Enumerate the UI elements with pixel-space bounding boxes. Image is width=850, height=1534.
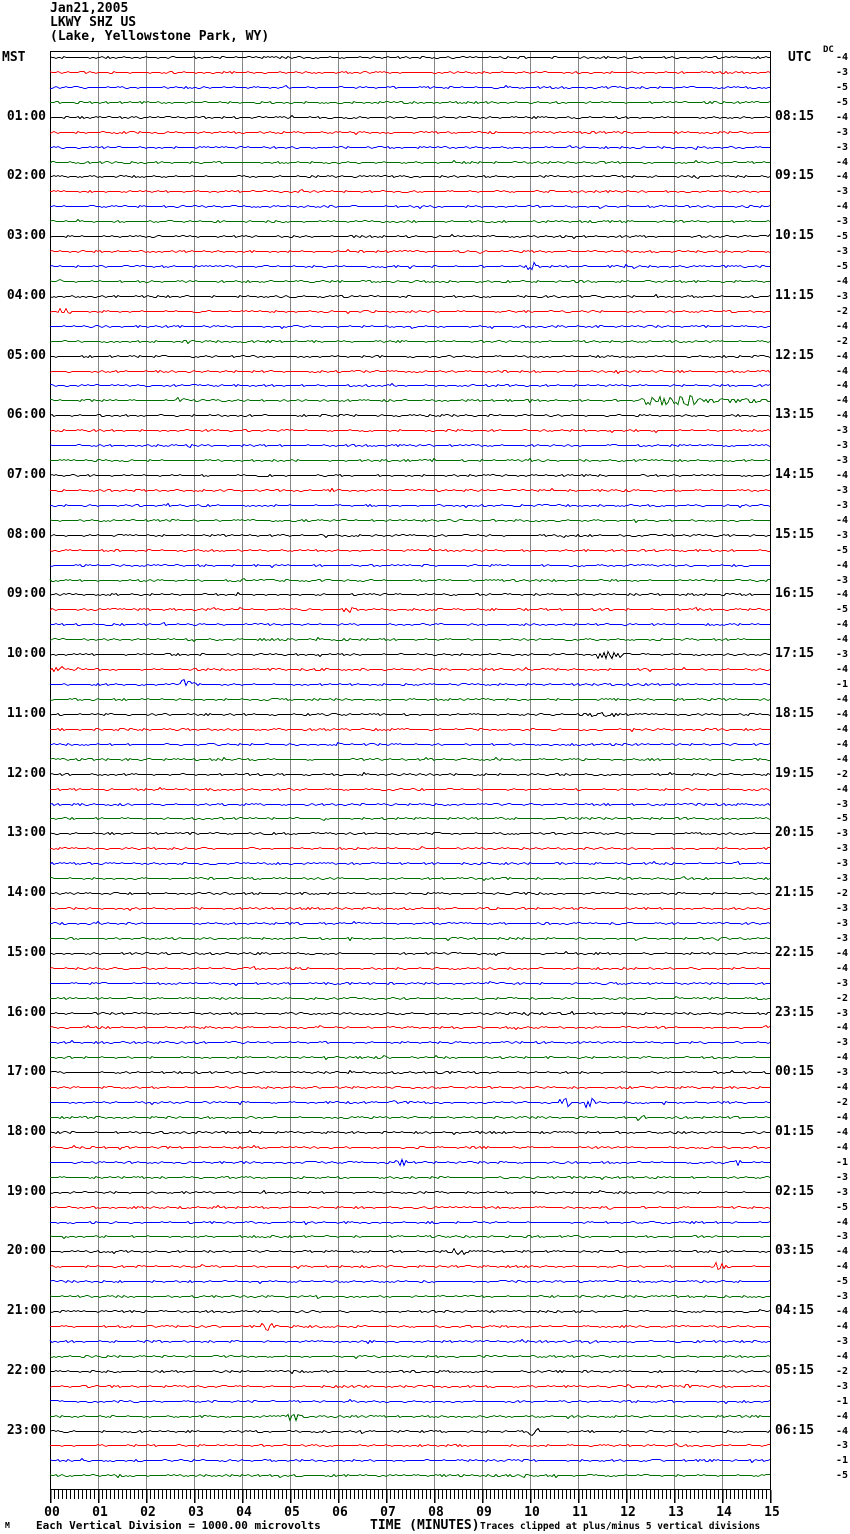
mst-hour-label: 09:00	[6, 586, 46, 601]
dc-value: -4	[835, 739, 848, 750]
dc-value: -2	[835, 769, 848, 780]
mst-hour-label: 03:00	[6, 228, 46, 243]
dc-value: -4	[835, 157, 848, 168]
seismic-trace-row-82	[50, 1281, 770, 1284]
seismic-trace-row-79	[50, 1236, 770, 1239]
seismic-trace-row-16	[50, 295, 770, 298]
clip-note: Traces clipped at plus/minus 5 vertical divisions	[480, 1521, 761, 1532]
utc-hour-label: 08:15	[775, 109, 815, 124]
dc-value: -4	[835, 1411, 848, 1422]
utc-hour-label: 19:15	[775, 766, 815, 781]
dc-value: -3	[835, 455, 848, 466]
dc-value: -4	[835, 1246, 848, 1257]
dc-value: -3	[835, 978, 848, 989]
dc-value: -3	[835, 843, 848, 854]
seismic-trace-row-41	[50, 667, 770, 672]
dc-value: -4	[835, 1142, 848, 1153]
seismic-trace-row-6	[50, 146, 770, 150]
dc-value: -3	[835, 1231, 848, 1242]
dc-value: -4	[835, 52, 848, 63]
seismic-trace-row-65	[50, 1026, 770, 1030]
dc-value: -4	[835, 201, 848, 212]
dc-value: -3	[835, 858, 848, 869]
mst-hour-label: 14:00	[6, 885, 46, 900]
seismic-trace-row-1	[50, 72, 770, 74]
utc-hour-label: 00:15	[775, 1064, 815, 1079]
dc-value: -3	[835, 127, 848, 138]
dc-value: -2	[835, 1366, 848, 1377]
mst-hour-label: 21:00	[6, 1303, 46, 1318]
x-tick-label: 06	[332, 1505, 348, 1520]
dc-value: -5	[835, 1470, 848, 1481]
dc-value: -4	[835, 634, 848, 645]
seismic-trace-row-2	[50, 86, 770, 89]
x-tick-label: 04	[236, 1505, 252, 1520]
title-station-code: LKWY SHZ US	[50, 15, 137, 30]
utc-hour-label: 03:15	[775, 1243, 815, 1258]
dc-value: -4	[835, 380, 848, 391]
mst-hour-label: 13:00	[6, 825, 46, 840]
mst-hour-label: 19:00	[6, 1184, 46, 1199]
dc-value: -3	[835, 575, 848, 586]
mst-hour-label: 01:00	[6, 109, 46, 124]
seismic-trace-row-76	[50, 1191, 770, 1194]
dc-value: -3	[835, 918, 848, 929]
seismic-trace-row-13	[50, 250, 770, 254]
utc-hour-label: 05:15	[775, 1363, 815, 1378]
mst-hour-label: 02:00	[6, 168, 46, 183]
x-tick-label: 13	[668, 1505, 684, 1520]
seismic-trace-row-69	[50, 1087, 770, 1089]
dc-value: -4	[835, 410, 848, 421]
seismic-trace-row-28	[50, 475, 770, 477]
dc-value: -3	[835, 799, 848, 810]
seismic-trace-row-52	[50, 833, 770, 835]
seismic-trace-row-61	[50, 967, 770, 970]
dc-value: -3	[835, 425, 848, 436]
seismic-trace-row-14	[50, 263, 770, 270]
seismic-trace-row-17	[50, 309, 770, 314]
mst-hour-label: 07:00	[6, 467, 46, 482]
dc-value: -3	[835, 530, 848, 541]
seismic-trace-row-36	[50, 593, 770, 596]
dc-value: -5	[835, 97, 848, 108]
seismic-trace-row-29	[50, 489, 770, 492]
utc-hour-label: 14:15	[775, 467, 815, 482]
dc-value: -4	[835, 515, 848, 526]
x-tick-label: 05	[284, 1505, 300, 1520]
dc-value: -3	[835, 246, 848, 257]
dc-value: -5	[835, 231, 848, 242]
dc-value: -4	[835, 1022, 848, 1033]
dc-value: -1	[835, 679, 848, 690]
seismic-trace-row-89	[50, 1385, 770, 1388]
utc-hour-label: 02:15	[775, 1184, 815, 1199]
dc-value: -5	[835, 261, 848, 272]
seismic-trace-row-44	[50, 713, 770, 717]
scale-note: Each Vertical Division = 1000.00 microvolts	[36, 1519, 321, 1532]
dc-value: -4	[835, 724, 848, 735]
seismic-trace-row-53	[50, 847, 770, 850]
seismic-trace-row-27	[50, 459, 770, 462]
x-tick-label: 09	[476, 1505, 492, 1520]
dc-value: -3	[835, 1008, 848, 1019]
dc-value: -2	[835, 1097, 848, 1108]
seismic-trace-row-35	[50, 579, 770, 582]
seismic-trace-row-25	[50, 430, 770, 433]
plot-border	[51, 52, 771, 1490]
utc-hour-label: 12:15	[775, 348, 815, 363]
seismic-trace-row-63	[50, 997, 770, 1000]
seismic-trace-row-64	[50, 1012, 770, 1016]
dc-value: -4	[835, 1351, 848, 1362]
seismic-trace-row-31	[50, 520, 770, 523]
seismic-trace-row-11	[50, 220, 770, 223]
dc-value: -5	[835, 1202, 848, 1213]
dc-value: -3	[835, 142, 848, 153]
mst-hour-label: 17:00	[6, 1064, 46, 1079]
x-tick-label: 14	[716, 1505, 732, 1520]
seismic-trace-row-72	[50, 1131, 770, 1135]
seismic-trace-row-21	[50, 371, 770, 374]
seismic-trace-row-49	[50, 788, 770, 791]
seismic-trace-row-92	[50, 1429, 770, 1436]
seismic-trace-row-33	[50, 549, 770, 552]
seismic-trace-row-84	[50, 1310, 770, 1313]
utc-hour-label: 22:15	[775, 945, 815, 960]
seismic-trace-row-23	[50, 396, 770, 406]
dc-value: -3	[835, 1172, 848, 1183]
dc-value: -4	[835, 395, 848, 406]
utc-hour-label: 10:15	[775, 228, 815, 243]
mst-hour-label: 16:00	[6, 1005, 46, 1020]
seismic-trace-row-34	[50, 565, 770, 568]
dc-value: -3	[835, 291, 848, 302]
seismic-trace-row-15	[50, 280, 770, 283]
dc-value: -3	[835, 828, 848, 839]
seismic-trace-row-5	[50, 132, 770, 135]
mst-hour-label: 12:00	[6, 766, 46, 781]
dc-value: -2	[835, 306, 848, 317]
dc-value: -1	[835, 1157, 848, 1168]
x-tick-label: 02	[140, 1505, 156, 1520]
dc-value: -5	[835, 1276, 848, 1287]
seismic-trace-row-59	[50, 938, 770, 941]
seismic-trace-row-55	[50, 877, 770, 881]
seismic-trace-row-39	[50, 638, 770, 642]
utc-hour-label: 17:15	[775, 646, 815, 661]
utc-hour-label: 13:15	[775, 407, 815, 422]
dc-value: -4	[835, 963, 848, 974]
seismic-trace-row-86	[50, 1340, 770, 1344]
x-tick-label: 03	[188, 1505, 204, 1520]
dc-value: -4	[835, 470, 848, 481]
dc-value: -4	[835, 1217, 848, 1228]
seismic-trace-row-74	[50, 1160, 770, 1166]
utc-hour-label: 11:15	[775, 288, 815, 303]
seismic-trace-row-73	[50, 1146, 770, 1150]
x-tick-label: 10	[524, 1505, 540, 1520]
dc-value: -5	[835, 813, 848, 824]
seismic-trace-row-93	[50, 1444, 770, 1447]
seismic-trace-row-9	[50, 190, 770, 193]
dc-value: -4	[835, 1306, 848, 1317]
utc-hour-label: 01:15	[775, 1124, 815, 1139]
dc-value: -3	[835, 67, 848, 78]
utc-hour-label: 09:15	[775, 168, 815, 183]
utc-hour-label: 23:15	[775, 1005, 815, 1020]
utc-hour-label: 21:15	[775, 885, 815, 900]
dc-value: -3	[835, 500, 848, 511]
dc-value: -4	[835, 948, 848, 959]
dc-value: -4	[835, 1052, 848, 1063]
seismic-trace-row-24	[50, 415, 770, 417]
dc-value: -3	[835, 649, 848, 660]
dc-value: -2	[835, 888, 848, 899]
seismic-trace-row-10	[50, 206, 770, 209]
dc-value: -3	[835, 440, 848, 451]
dc-value: -1	[835, 1396, 848, 1407]
x-tick-label: 12	[620, 1505, 636, 1520]
seismic-trace-row-95	[50, 1475, 770, 1478]
seismic-trace-row-12	[50, 235, 770, 239]
seismic-trace-row-90	[50, 1400, 770, 1404]
dc-value: -4	[835, 1112, 848, 1123]
x-tick-label: 07	[380, 1505, 396, 1520]
dc-value: -3	[835, 186, 848, 197]
seismic-trace-row-71	[50, 1116, 770, 1121]
seismic-trace-row-30	[50, 504, 770, 508]
utc-hour-label: 18:15	[775, 706, 815, 721]
dc-value: -4	[835, 1127, 848, 1138]
mst-hour-label: 23:00	[6, 1423, 46, 1438]
seismic-trace-row-83	[50, 1296, 770, 1299]
seismic-trace-row-32	[50, 535, 770, 538]
seismic-trace-row-40	[50, 652, 770, 659]
seismic-trace-row-7	[50, 161, 770, 164]
mst-hour-label: 10:00	[6, 646, 46, 661]
seismic-trace-row-77	[50, 1206, 770, 1210]
seismic-trace-row-20	[50, 356, 770, 358]
dc-value: -4	[835, 276, 848, 287]
dc-value: -3	[835, 1037, 848, 1048]
dc-value: -4	[835, 589, 848, 600]
seismic-trace-row-66	[50, 1041, 770, 1044]
seismic-trace-row-43	[50, 699, 770, 701]
seismic-trace-row-58	[50, 922, 770, 925]
seismic-trace-row-68	[50, 1071, 770, 1074]
seismic-trace-row-81	[50, 1263, 770, 1270]
dc-value: -4	[835, 1426, 848, 1437]
seismic-trace-row-3	[50, 102, 770, 104]
seismic-trace-row-37	[50, 608, 770, 613]
dc-value: -2	[835, 336, 848, 347]
utc-hour-label: 20:15	[775, 825, 815, 840]
dc-value: -3	[835, 1336, 848, 1347]
seismic-trace-row-60	[50, 952, 770, 956]
seismic-trace-row-62	[50, 982, 770, 986]
mst-hour-label: 22:00	[6, 1363, 46, 1378]
mst-hour-label: 20:00	[6, 1243, 46, 1258]
utc-hour-label: 04:15	[775, 1303, 815, 1318]
seismic-trace-row-38	[50, 623, 770, 626]
dc-value: -4	[835, 709, 848, 720]
x-tick-label: 15	[764, 1505, 780, 1520]
utc-hour-label: 15:15	[775, 527, 815, 542]
dc-value: -4	[835, 560, 848, 571]
dc-value: -4	[835, 351, 848, 362]
title-date: Jan21,2005	[50, 1, 129, 16]
dc-value: -5	[835, 545, 848, 556]
seismic-trace-row-46	[50, 743, 770, 746]
mst-hour-label: 04:00	[6, 288, 46, 303]
x-axis-label: TIME (MINUTES)	[370, 1518, 480, 1533]
dc-value: -4	[835, 754, 848, 765]
left-timezone-label: MST	[2, 50, 26, 65]
x-tick-label: 11	[572, 1505, 588, 1520]
seismic-trace-row-42	[50, 680, 770, 686]
dc-value: -4	[835, 694, 848, 705]
seismic-trace-row-54	[50, 862, 770, 865]
dc-value: -5	[835, 604, 848, 615]
mst-hour-label: 05:00	[6, 348, 46, 363]
seismic-trace-row-70	[50, 1099, 770, 1108]
seismic-trace-row-67	[50, 1056, 770, 1060]
dc-value: -4	[835, 321, 848, 332]
seismic-trace-row-78	[50, 1222, 770, 1225]
seismic-trace-row-50	[50, 804, 770, 806]
seismic-trace-row-88	[50, 1371, 770, 1374]
mst-hour-label: 11:00	[6, 706, 46, 721]
dc-value: -5	[835, 82, 848, 93]
seismic-trace-row-47	[50, 758, 770, 761]
dc-value: -3	[835, 1067, 848, 1078]
right-timezone-label: UTC	[788, 50, 812, 65]
seismic-trace-row-19	[50, 341, 770, 344]
dc-offset-header: DC	[823, 45, 834, 55]
seismic-trace-row-4	[50, 116, 770, 119]
seismic-trace-row-94	[50, 1459, 770, 1463]
seismic-trace-row-80	[50, 1249, 770, 1255]
dc-value: -3	[835, 1291, 848, 1302]
title-station-location: (Lake, Yellowstone Park, WY)	[50, 29, 270, 44]
seismic-trace-row-45	[50, 729, 770, 732]
seismic-trace-row-8	[50, 176, 770, 179]
seismic-trace-row-75	[50, 1177, 770, 1180]
seismic-trace-row-22	[50, 384, 770, 387]
dc-value: -3	[835, 485, 848, 496]
mst-hour-label: 06:00	[6, 407, 46, 422]
seismic-trace-row-91	[50, 1415, 770, 1421]
dc-value: -3	[835, 903, 848, 914]
dc-value: -4	[835, 664, 848, 675]
utc-hour-label: 06:15	[775, 1423, 815, 1438]
seismic-trace-row-85	[50, 1324, 770, 1331]
seismic-trace-row-51	[50, 818, 770, 821]
seismic-trace-row-26	[50, 445, 770, 448]
seismic-trace-row-57	[50, 908, 770, 911]
x-tick-label: 01	[92, 1505, 108, 1520]
dc-value: -3	[835, 933, 848, 944]
dc-value: -4	[835, 1082, 848, 1093]
dc-value: -4	[835, 784, 848, 795]
dc-value: -4	[835, 1261, 848, 1272]
seismic-trace-row-18	[50, 326, 770, 329]
seismic-trace-row-48	[50, 773, 770, 776]
dc-value: -4	[835, 171, 848, 182]
dc-value: -3	[835, 1187, 848, 1198]
dc-value: -3	[835, 1381, 848, 1392]
seismic-trace-row-87	[50, 1356, 770, 1359]
dc-value: -4	[835, 1321, 848, 1332]
dc-value: -3	[835, 873, 848, 884]
dc-value: -4	[835, 112, 848, 123]
mst-hour-label: 15:00	[6, 945, 46, 960]
corner-mark: M	[5, 1521, 10, 1530]
x-tick-label: 00	[44, 1505, 60, 1520]
utc-hour-label: 16:15	[775, 586, 815, 601]
dc-value: -3	[835, 1440, 848, 1451]
dc-value: -1	[835, 1455, 848, 1466]
dc-value: -3	[835, 216, 848, 227]
seismic-trace-row-0	[50, 57, 770, 59]
dc-value: -4	[835, 619, 848, 630]
mst-hour-label: 18:00	[6, 1124, 46, 1139]
seismic-trace-row-56	[50, 893, 770, 895]
mst-hour-label: 08:00	[6, 527, 46, 542]
x-tick-label: 08	[428, 1505, 444, 1520]
dc-value: -2	[835, 993, 848, 1004]
dc-value: -4	[835, 366, 848, 377]
